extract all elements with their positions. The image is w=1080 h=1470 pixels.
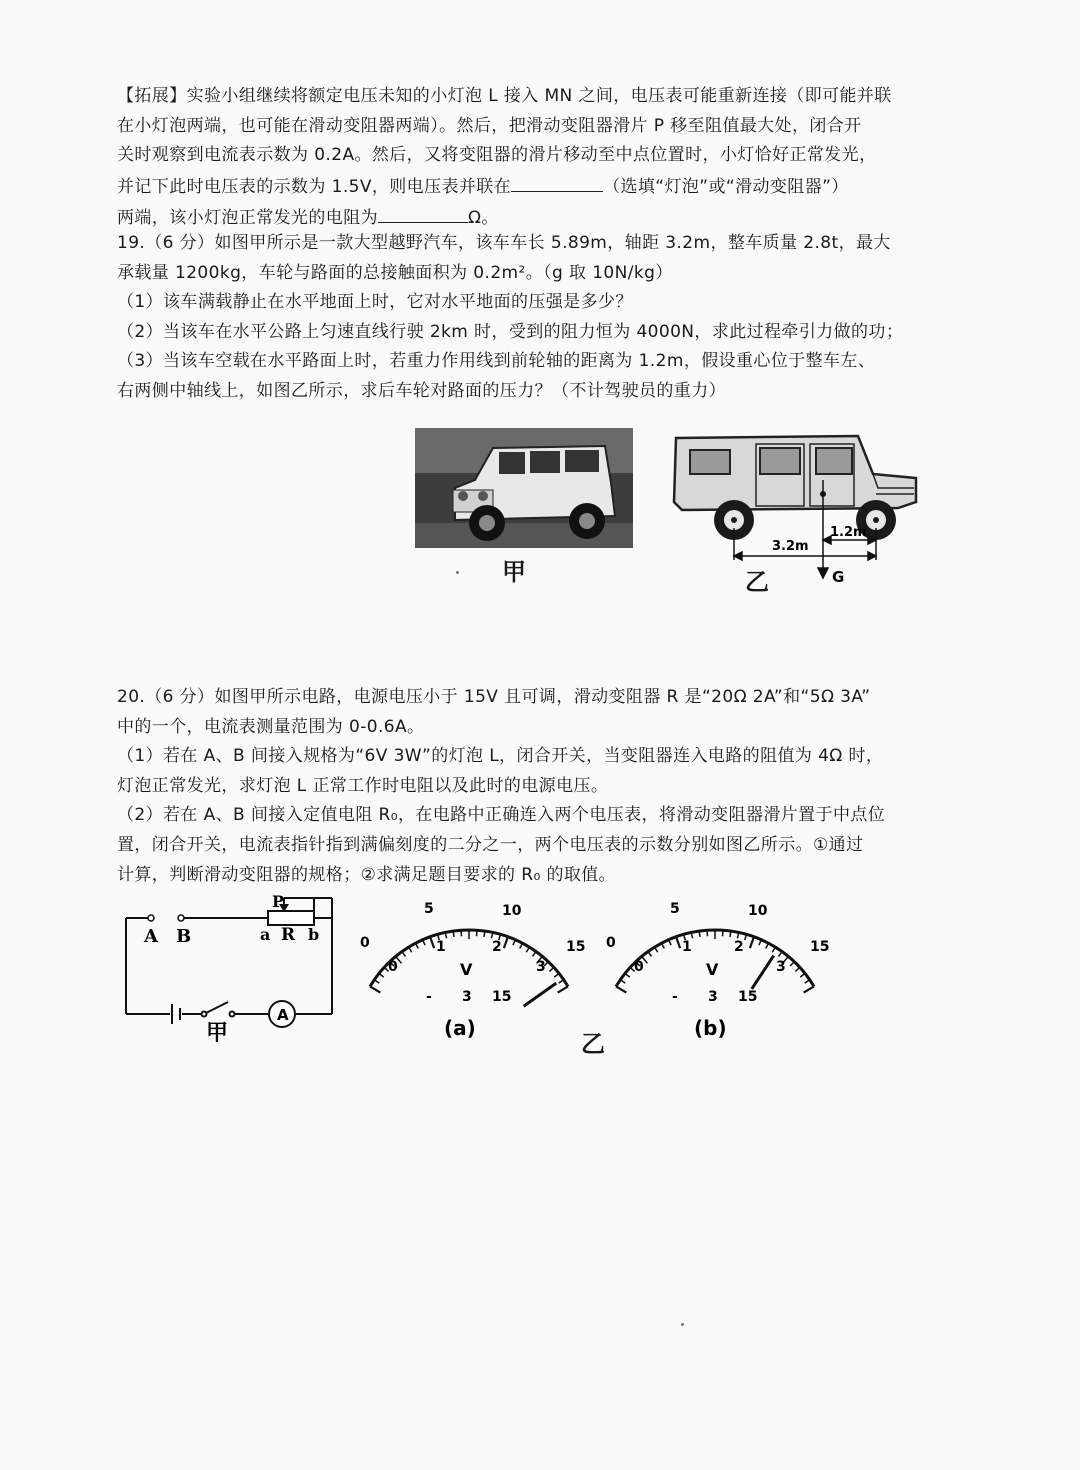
terminal-b	[178, 915, 184, 921]
meter-tick	[676, 937, 680, 948]
extension-section	[117, 82, 947, 234]
meter-tick	[616, 986, 626, 992]
q20-line-7: 计算，判断滑动变阻器的规格；②求满足题目要求的 R₀ 的取值。	[117, 864, 617, 885]
answer-blank-resistance[interactable]	[378, 202, 468, 223]
label-b: B	[176, 926, 192, 947]
q20-line-1: 20.（6 分）如图甲所示电路，电源电压小于 15V 且可调，滑动变阻器 R 是“20Ω 2A”和“5Ω 3A”	[117, 687, 871, 707]
circuit-caption: 甲	[206, 1021, 229, 1042]
rheostat	[268, 911, 314, 925]
terminal-15: 15	[738, 989, 758, 1005]
front-distance-label: 1.2m	[830, 525, 867, 540]
extension-line-5-text: 两端，该小灯泡正常发光的电阻为	[117, 208, 378, 229]
meter-tick	[750, 937, 754, 948]
outer-tick-15: 15	[566, 939, 586, 955]
label-r: R	[281, 925, 296, 945]
terminal-minus: -	[426, 989, 432, 1005]
ammeter-label: A	[277, 1006, 289, 1024]
switch-symbol	[202, 1002, 235, 1017]
question-19	[117, 229, 947, 407]
meter-caption: (b)	[694, 1016, 727, 1040]
q20-line-4: 灯泡正常发光，求灯泡 L 正常工作时电阻以及此时的电源电压。	[117, 775, 609, 796]
meter-tick	[533, 952, 536, 957]
meter-tick	[453, 931, 454, 937]
q19-line-3: （1）该车满载静止在水平地面上时，它对水平地面的压强是多少？	[117, 292, 633, 313]
terminal-3: 3	[708, 989, 718, 1005]
meter-tick	[558, 986, 568, 992]
q20-line-5: （2）若在 A、B 间接入定值电阻 R₀，在电路中正确连入两个电压表，将滑动变阻器滑片置于中点位	[117, 805, 886, 826]
meter-tick	[730, 931, 731, 937]
meter-tick	[374, 980, 379, 983]
label-p: P	[272, 892, 285, 911]
meter-unit: V	[706, 960, 719, 979]
scan-speck	[456, 571, 459, 574]
meter-tick	[699, 931, 700, 937]
meter-needle	[752, 956, 774, 989]
extension-line-4-text: 并记下此时电压表的示数为 1.5V，则电压表并联在	[117, 176, 512, 197]
terminal-a	[148, 915, 154, 921]
meter-tick	[504, 937, 508, 948]
meter-tick	[804, 986, 814, 992]
extension-line-2: 在小灯泡两端，也可能在滑动变阻器两端）。然后，把滑动变阻器滑片 P 移至阻值最大处，闭合开	[117, 115, 862, 136]
voltmeter-b	[598, 895, 833, 1045]
label-a-end: a	[260, 925, 271, 944]
meter-needle	[524, 983, 557, 1006]
outer-tick-5: 5	[424, 901, 434, 917]
meter-tick	[554, 973, 559, 977]
figure-jia-caption: 甲	[502, 558, 526, 586]
meter-tick	[805, 980, 810, 983]
meter-tick	[379, 973, 384, 977]
suv-photo-drawing	[415, 428, 633, 548]
wheelbase-label: 3.2m	[772, 539, 809, 554]
meter-tick	[800, 973, 805, 977]
center-of-gravity	[820, 491, 826, 497]
outer-tick-10: 10	[502, 903, 522, 919]
meter-tick	[549, 967, 553, 971]
inner-tick-0: 0	[634, 959, 644, 975]
extension-line-4-options: （选填“灯泡”或“滑动变阻器”）	[603, 176, 849, 197]
extension-line-4	[117, 171, 947, 203]
meter-tick	[484, 931, 485, 937]
voltmeter-a	[352, 895, 587, 1045]
extension-line-3: 关时观察到电流表示数为 0.2A。然后，又将变阻器的滑片移动至中点位置时，小灯恰好正常发光，	[117, 145, 877, 166]
q20-line-3: （1）若在 A、B 间接入规格为“6V 3W”的灯泡 L，闭合开关，当变阻器连入电路的阻值为 4Ω 时，	[117, 746, 884, 767]
extension-line-5-unit: Ω。	[468, 208, 499, 229]
figure-yi-caption-q20: 乙	[581, 1030, 605, 1058]
terminal-15: 15	[492, 989, 512, 1005]
inner-tick-3: 3	[776, 959, 786, 975]
meter-tick	[795, 967, 799, 971]
inner-tick-1: 1	[682, 939, 692, 955]
inner-tick-2: 2	[734, 939, 744, 955]
inner-tick-1: 1	[436, 939, 446, 955]
meter-tick	[430, 937, 434, 948]
meter-tick	[620, 980, 625, 983]
q20-line-6: 置，闭合开关，电流表指针指到满偏刻度的二分之一，两个电压表的示数分别如图乙所示。①通过	[117, 834, 864, 855]
q19-line-4: （2）当该车在水平公路上匀速直线行驶 2km 时，受到的阻力恒为 4000N，求此过程牵引力做的功；	[117, 321, 904, 342]
q19-line-6: 右两侧中轴线上，如图乙所示，求后车轮对路面的压力？（不计驾驶员的重力）	[117, 380, 726, 401]
label-a: A	[144, 926, 158, 947]
outer-tick-0: 0	[606, 935, 616, 951]
meter-tick	[779, 952, 782, 957]
meter-tick	[790, 962, 794, 966]
extension-line-1: 【拓展】实验小组继续将额定电压未知的小灯泡 L 接入 MN 之间，电压表可能重新连接（即可能并联	[117, 86, 892, 106]
label-b-end: b	[308, 925, 320, 944]
meter-unit: V	[460, 960, 473, 979]
vehicle-windows	[690, 448, 852, 474]
meter-caption: (a)	[444, 1016, 476, 1040]
inner-tick-3: 3	[536, 959, 546, 975]
suv-photo	[415, 428, 633, 548]
outer-tick-15: 15	[810, 939, 830, 955]
outer-tick-5: 5	[670, 901, 680, 917]
terminal-minus: -	[672, 989, 678, 1005]
vehicle-diagram	[668, 428, 923, 588]
terminal-3: 3	[462, 989, 472, 1005]
outer-tick-0: 0	[360, 935, 370, 951]
q19-line-2: 承载量 1200kg，车轮与路面的总接触面积为 0.2m²。（g 取 10N/kg）	[117, 262, 673, 283]
scan-speck	[681, 1323, 684, 1326]
meter-tick	[625, 973, 630, 977]
meter-tick	[370, 986, 380, 992]
meter-tick	[648, 952, 651, 957]
inner-tick-0: 0	[388, 959, 398, 975]
q19-line-1: 19.（6 分）如图甲所示是一款大型越野汽车，该车车长 5.89m，轴距 3.2m，整车质量 2.8t，最大	[117, 233, 891, 253]
question-20	[117, 683, 947, 890]
meter-tick	[559, 980, 564, 983]
answer-blank-voltmeter-position[interactable]	[511, 171, 603, 192]
circuit-diagram	[118, 892, 348, 1042]
gravity-label: G	[832, 568, 845, 586]
battery-symbol	[172, 1004, 180, 1024]
figure-yi-caption-q19: 乙	[745, 568, 769, 596]
outer-tick-10: 10	[748, 903, 768, 919]
meter-tick	[402, 952, 405, 957]
q20-line-2: 中的一个，电流表测量范围为 0-0.6A。	[117, 716, 425, 737]
q19-line-5: （3）当该车空载在水平路面上时，若重力作用线到前轮轴的距离为 1.2m，假设重心位于整车左、	[117, 351, 876, 372]
inner-tick-2: 2	[492, 939, 502, 955]
